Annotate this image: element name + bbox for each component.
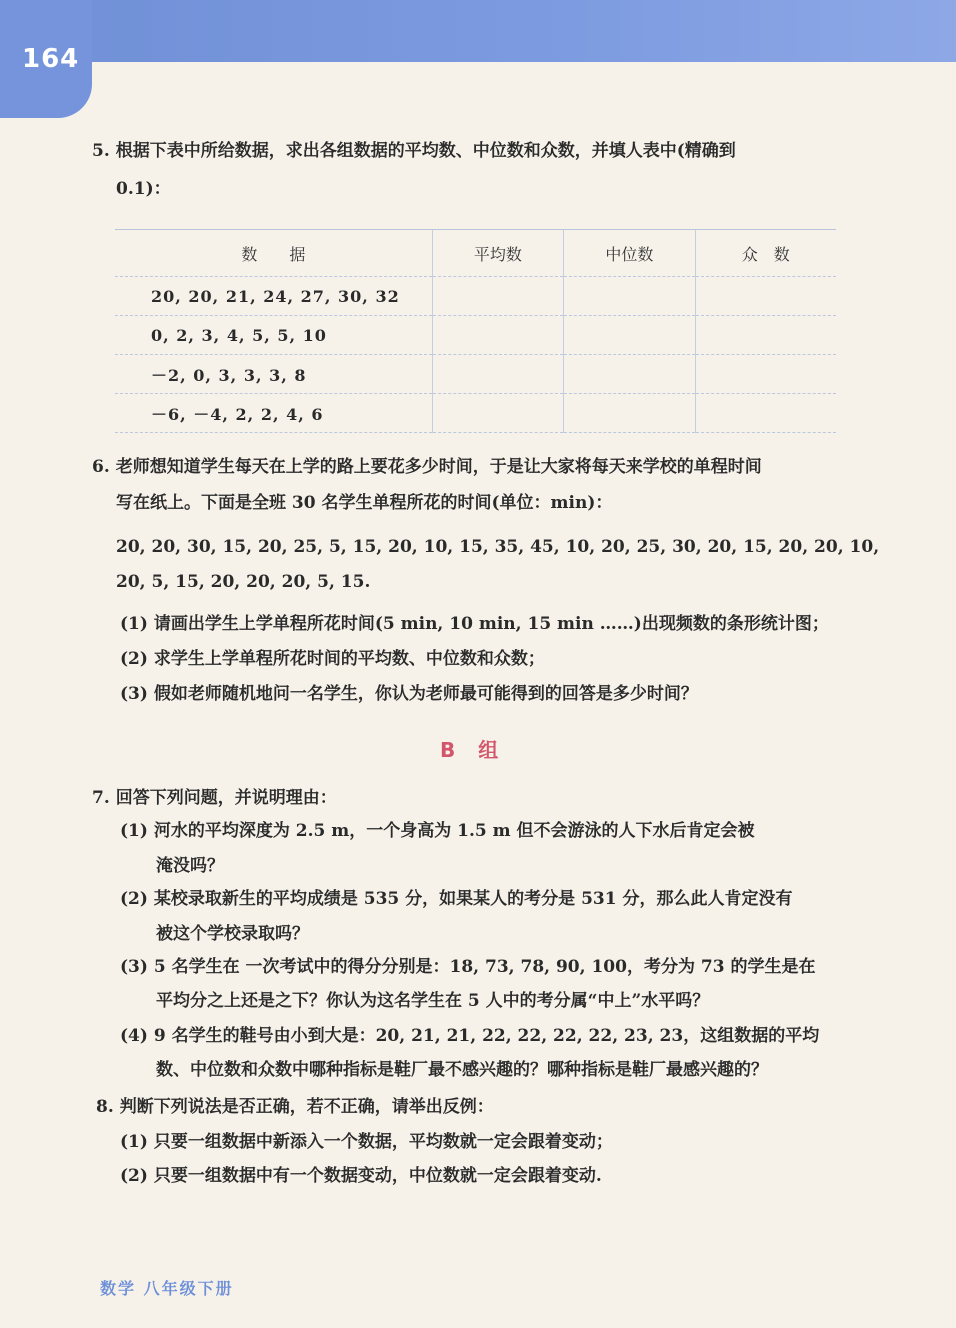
q6-line1 — [92, 456, 762, 478]
header-data: 数 据 — [115, 230, 432, 277]
mode-cell[interactable] — [695, 394, 836, 433]
q6-sub3: (3) 假如老师随机地问一名学生，你认为老师最可能得到的回答是多少时间？ — [120, 684, 698, 704]
q6-number: 6. — [92, 457, 110, 477]
row-data: －2, 0, 3, 3, 3, 8 — [115, 355, 432, 394]
q7-s2-line1: (2) 某校录取新生的平均成绩是 535 分，如果某人的考分是 531 分，那么此人肯定没有 — [120, 889, 793, 909]
page-number: 164 — [22, 44, 80, 74]
median-cell[interactable] — [564, 394, 695, 433]
q8-s1: (1) 只要一组数据中新添入一个数据，平均数就一定会跟着变动； — [120, 1132, 613, 1152]
footer: 数学 八年级下册 — [100, 1279, 234, 1298]
q7-intro: 回答下列问题，并说明理由： — [115, 788, 337, 808]
row-data: －6, －4, 2, 2, 4, 6 — [115, 394, 432, 433]
q7-intro-line — [92, 787, 337, 809]
mean-cell[interactable] — [432, 355, 563, 394]
mean-cell[interactable] — [432, 277, 563, 316]
q5-text-line2: 0.1)： — [116, 179, 171, 199]
q6-sub1: (1) 请画出学生上学单程所花时间(5 min, 10 min, 15 min ……)出现频数的条形统计图； — [120, 614, 829, 634]
mode-cell[interactable] — [695, 277, 836, 316]
q7-s1-line2: 淹没吗？ — [156, 856, 224, 876]
header-mean: 平均数 — [432, 230, 563, 277]
mode-cell[interactable] — [695, 355, 836, 394]
header-band — [0, 0, 956, 62]
table-row — [115, 316, 836, 355]
header-mode: 众 数 — [695, 230, 836, 277]
table-row — [115, 355, 836, 394]
q8-s2: (2) 只要一组数据中有一个数据变动，中位数就一定会跟着变动. — [120, 1166, 602, 1186]
table-row — [115, 394, 836, 433]
q6-data-line1: 20, 20, 30, 15, 20, 25, 5, 15, 20, 10, 15, 35, 45, 10, 20, 25, 30, 20, 15, 20, 20, 10, — [116, 537, 880, 557]
q7-s3-line2: 平均分之上还是之下？你认为这名学生在 5 人中的考分属“中上”水平吗？ — [156, 991, 710, 1011]
table-header-row — [115, 230, 836, 277]
q6-text-line2: 写在纸上。下面是全班 30 名学生单程所花的时间(单位：min)： — [116, 493, 613, 513]
mean-cell[interactable] — [432, 316, 563, 355]
q7-s1-line1: (1) 河水的平均深度为 2.5 m，一个身高为 1.5 m 但不会游泳的人下水后肯定会被 — [120, 821, 755, 841]
median-cell[interactable] — [564, 277, 695, 316]
q6-text-line1: 老师想知道学生每天在上学的路上要花多少时间，于是让大家将每天来学校的单程时间 — [115, 457, 762, 477]
q8-intro-line — [96, 1096, 494, 1118]
q6-data-line2: 20, 5, 15, 20, 20, 20, 5, 15. — [116, 572, 371, 592]
median-cell[interactable] — [564, 355, 695, 394]
q6-sub2: (2) 求学生上学单程所花时间的平均数、中位数和众数； — [120, 649, 545, 669]
table-row — [115, 277, 836, 316]
q8-number: 8. — [96, 1097, 114, 1117]
row-data: 0, 2, 3, 4, 5, 5, 10 — [115, 316, 432, 355]
q8-intro: 判断下列说法是否正确，若不正确，请举出反例： — [119, 1097, 494, 1117]
q7-s2-line2: 被这个学校录取吗？ — [156, 924, 309, 944]
mean-cell[interactable] — [432, 394, 563, 433]
header-median: 中位数 — [564, 230, 695, 277]
q7-s4-line1: (4) 9 名学生的鞋号由小到大是：20, 21, 21, 22, 22, 22, 22, 23, 23，这组数据的平均 — [120, 1026, 820, 1046]
mode-cell[interactable] — [695, 316, 836, 355]
median-cell[interactable] — [564, 316, 695, 355]
q7-s3-line1: (3) 5 名学生在 一次考试中的得分分别是：18, 73, 78, 90, 100，考分为 73 的学生是在 — [120, 957, 816, 977]
section-b-title: B 组 — [440, 738, 507, 762]
q5-line1 — [92, 140, 736, 162]
q5-number: 5. — [92, 141, 110, 161]
q5-text-line1: 根据下表中所给数据，求出各组数据的平均数、中位数和众数，并填人表中(精确到 — [115, 141, 736, 161]
q7-s4-line2: 数、中位数和众数中哪种指标是鞋厂最不感兴趣的？哪种指标是鞋厂最感兴趣的？ — [156, 1060, 768, 1080]
row-data: 20, 20, 21, 24, 27, 30, 32 — [115, 277, 432, 316]
q7-number: 7. — [92, 788, 110, 808]
data-table — [115, 229, 836, 433]
